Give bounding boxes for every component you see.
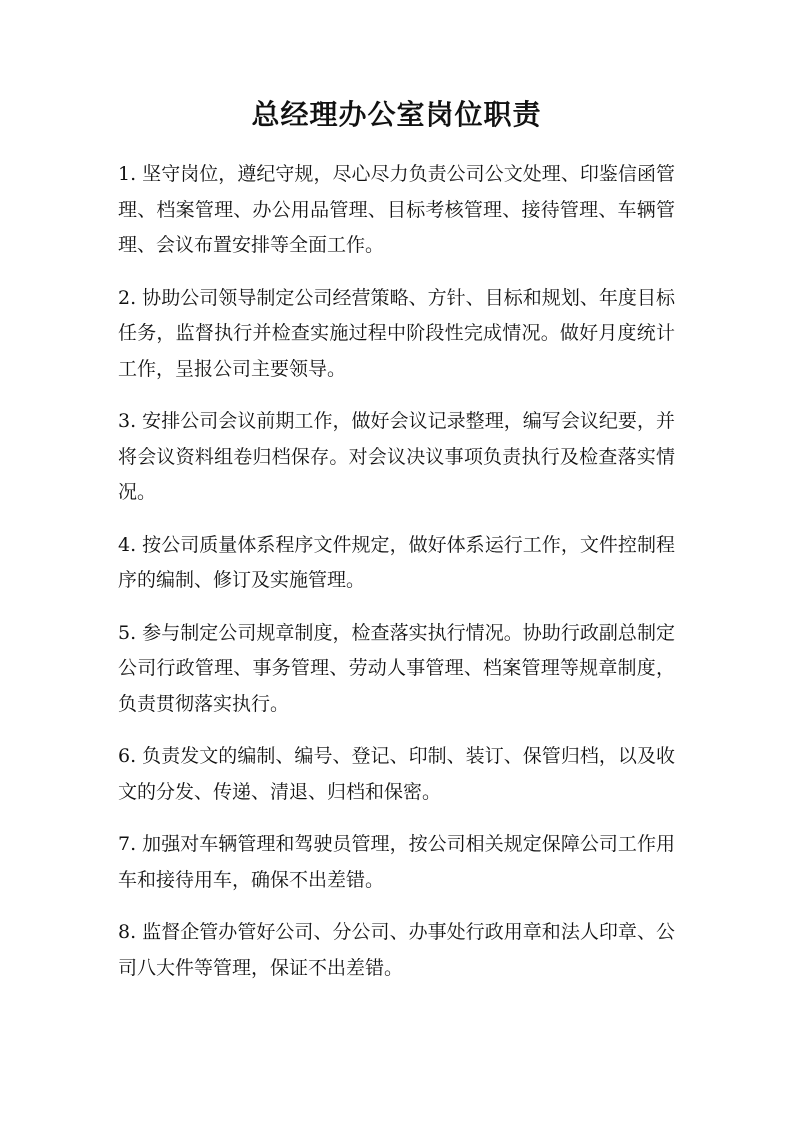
duty-list: [118, 157, 675, 986]
duty-item-text: 参与制定公司规章制度，检查落实执行情况。协助行政副总制定公司行政管理、事务管理、劳动人事管理、档案管理等规章制度，负责贯彻落实执行。: [118, 621, 675, 715]
duty-item-number: 1.: [118, 163, 137, 185]
duty-item-8: [118, 915, 675, 986]
duty-item-text: 按公司质量体系程序文件规定，做好体系运行工作，文件控制程序的编制、修订及实施管理。: [118, 533, 675, 591]
duty-item-number: 5.: [118, 621, 137, 644]
duty-item-7: [118, 827, 675, 898]
duty-item-text: 协助公司领导制定公司经营策略、方针、目标和规划、年度目标任务，监督执行并检查实施过程中阶段性完成情况。做好月度统计工作，呈报公司主要领导。: [118, 286, 675, 380]
duty-item-text: 安排公司会议前期工作，做好会议记录整理，编写会议纪要，并将会议资料组卷归档保存。对会议决议事项负责执行及检查落实情况。: [118, 410, 675, 503]
duty-item-text: 负责发文的编制、编号、登记、印制、装订、保管归档，以及收文的分发、传递、清退、归档和保密。: [118, 745, 675, 803]
duty-item-number: 3.: [118, 410, 137, 432]
duty-item-text: 坚守岗位，遵纪守规，尽心尽力负责公司公文处理、印鉴信函管理、档案管理、办公用品管理、目标考核管理、接待管理、车辆管理、会议布置安排等全面工作。: [118, 163, 675, 256]
duty-item-number: 8.: [118, 921, 137, 943]
duty-item-number: 4.: [118, 533, 137, 556]
document-title: 总经理办公室岗位职责: [251, 98, 542, 131]
duty-item-1: [118, 157, 675, 264]
duty-item-6: [118, 739, 675, 810]
duty-item-4: [118, 528, 675, 599]
duty-item-number: 2.: [118, 286, 137, 309]
duty-item-text: 加强对车辆管理和驾驶员管理，按公司相关规定保障公司工作用车和接待用车，确保不出差错。: [118, 833, 675, 891]
duty-item-number: 7.: [118, 833, 137, 855]
duty-item-3: [118, 404, 675, 511]
duty-item-2: [118, 281, 675, 388]
duty-item-5: [118, 616, 675, 723]
duty-item-text: 监督企管办管好公司、分公司、办事处行政用章和法人印章、公司八大件等管理，保证不出差错。: [118, 921, 675, 979]
duty-item-number: 6.: [118, 745, 137, 767]
